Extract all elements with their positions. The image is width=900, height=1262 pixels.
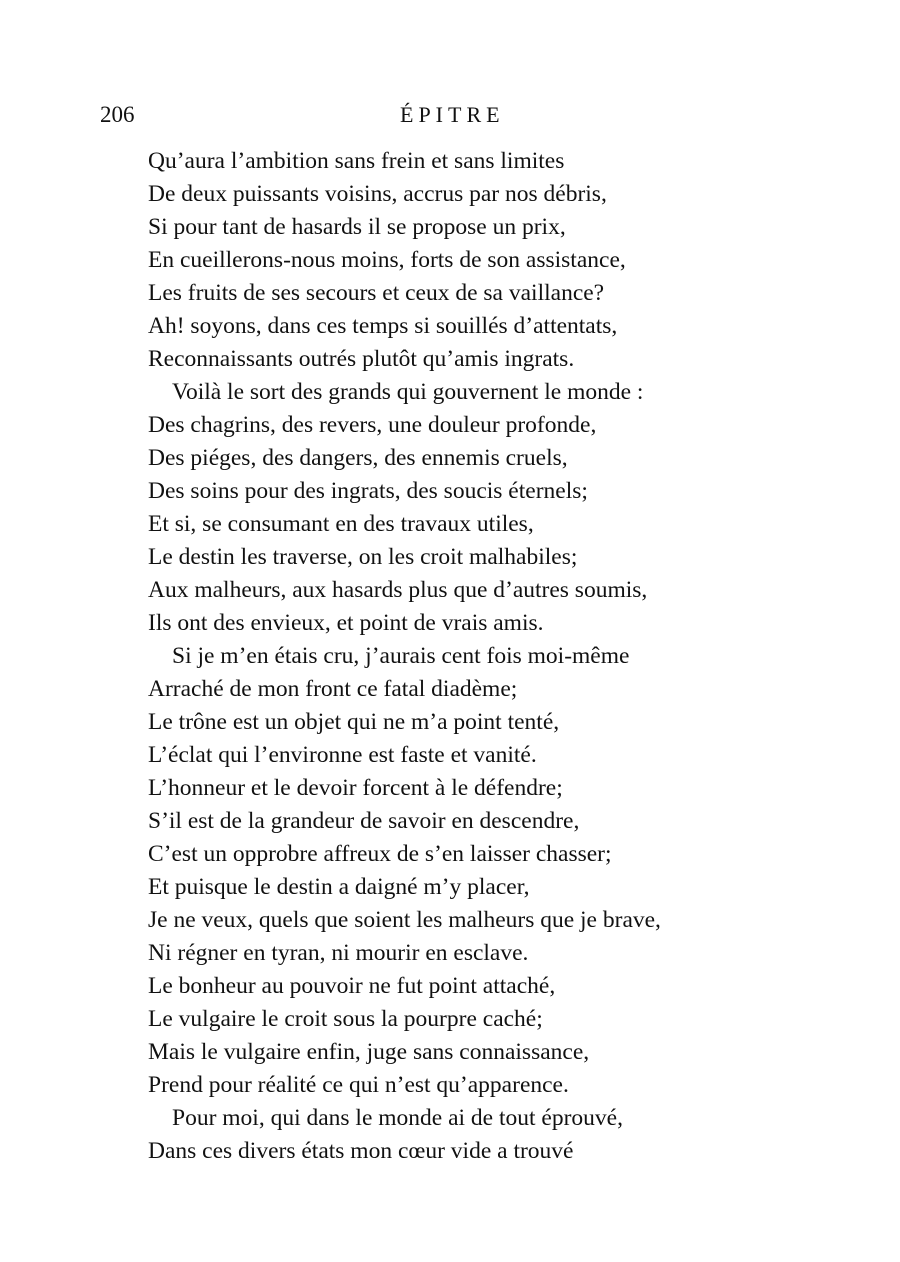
verse-body (148, 145, 768, 1168)
verse-line: Les fruits de ses secours et ceux de sa vaillance? (148, 280, 605, 306)
verse-line: Le destin les traverse, on les croit malhabiles; (148, 544, 578, 570)
verse-line: Pour moi, qui dans le monde ai de tout éprouvé, (172, 1105, 623, 1131)
verse-line: Aux malheurs, aux hasards plus que d’autres soumis, (148, 577, 648, 603)
verse-line: De deux puissants voisins, accrus par nos débris, (148, 181, 607, 207)
verse-line: Dans ces divers états mon cœur vide a trouvé (148, 1138, 574, 1164)
verse-line: En cueillerons-nous moins, forts de son assistance, (148, 247, 626, 273)
verse-line: Ah! soyons, dans ces temps si souillés d’attentats, (148, 313, 618, 339)
verse-line: Mais le vulgaire enfin, juge sans connaissance, (148, 1039, 590, 1065)
verse-line: Et puisque le destin a daigné m’y placer, (148, 874, 530, 900)
running-head: ÉPITRE (400, 102, 505, 127)
verse-line: Des piéges, des dangers, des ennemis cruels, (148, 445, 568, 471)
verse-line: S’il est de la grandeur de savoir en descendre, (148, 808, 580, 834)
verse-line: Si je m’en étais cru, j’aurais cent fois moi-même (172, 643, 630, 669)
verse-line: Des soins pour des ingrats, des soucis éternels; (148, 478, 588, 504)
verse-line: Et si, se consumant en des travaux utiles, (148, 511, 534, 537)
verse-line: Je ne veux, quels que soient les malheurs que je brave, (148, 907, 661, 933)
verse-line: Si pour tant de hasards il se propose un prix, (148, 214, 566, 240)
verse-line: Prend pour réalité ce qui n’est qu’apparence. (148, 1072, 569, 1098)
verse-line: Ni régner en tyran, ni mourir en esclave. (148, 940, 529, 966)
verse-line: C’est un opprobre affreux de s’en laisser chasser; (148, 841, 612, 867)
verse-line: L’honneur et le devoir forcent à le défendre; (148, 775, 563, 801)
verse-line: Ils ont des envieux, et point de vrais amis. (148, 610, 544, 636)
verse-line: Voilà le sort des grands qui gouvernent le monde : (172, 379, 644, 405)
verse-line: Le bonheur au pouvoir ne fut point attaché, (148, 973, 556, 999)
verse-line: Le trône est un objet qui ne m’a point tenté, (148, 709, 560, 735)
page-number: 206 (100, 102, 135, 127)
verse-line: Des chagrins, des revers, une douleur profonde, (148, 412, 597, 438)
verse-line: L’éclat qui l’environne est faste et vanité. (148, 742, 537, 768)
verse-line: Qu’aura l’ambition sans frein et sans limites (148, 148, 565, 174)
verse-line: Le vulgaire le croit sous la pourpre caché; (148, 1006, 543, 1032)
verse-line: Arraché de mon front ce fatal diadème; (148, 676, 518, 702)
verse-line: Reconnaissants outrés plutôt qu’amis ingrats. (148, 346, 575, 372)
